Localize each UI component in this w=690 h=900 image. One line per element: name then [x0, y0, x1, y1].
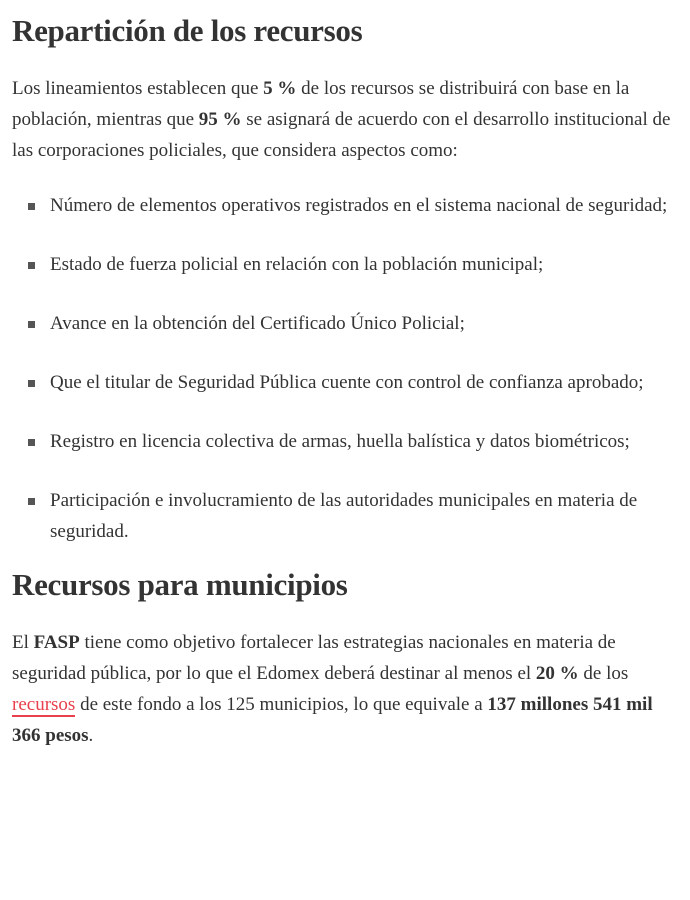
list-item-text: Avance en la obtención del Certificado Único Policial;	[50, 313, 465, 334]
square-bullet-icon	[28, 321, 35, 328]
bold-percent-95: 95 %	[198, 109, 242, 130]
square-bullet-icon	[28, 262, 35, 269]
text: de los	[578, 663, 629, 684]
recursos-link[interactable]: recursos	[12, 694, 76, 715]
list-item	[50, 308, 678, 339]
bold-amount: 137 millones 541 mil 366 pesos	[12, 694, 653, 746]
text: Los lineamientos establecen que	[12, 78, 264, 99]
section-heading-recursos-municipios: Recursos para municipios	[12, 567, 348, 602]
list-item	[50, 426, 678, 457]
text: de este fondo a los 125 municipios, lo que equivale a	[75, 694, 488, 715]
square-bullet-icon	[28, 498, 35, 505]
text: de los recursos se distribuirá con base en la población, mientras que	[12, 78, 630, 130]
list-item-text: Registro en licencia colectiva de armas, huella balística y datos biométricos;	[50, 431, 630, 452]
list-item	[50, 249, 678, 280]
criteria-list	[12, 190, 678, 547]
fasp-paragraph	[12, 627, 678, 751]
section-heading-reparticion: Repartición de los recursos	[12, 13, 363, 48]
square-bullet-icon	[28, 439, 35, 446]
intro-paragraph	[12, 73, 678, 166]
list-item-text: Que el titular de Seguridad Pública cuente con control de confianza aprobado;	[50, 372, 644, 393]
list-item-text: Número de elementos operativos registrados en el sistema nacional de seguridad;	[50, 195, 668, 216]
list-item	[50, 485, 678, 547]
text: tiene como objetivo fortalecer las estrategias nacionales en materia de seguridad pública, por lo que el Edomex deberá destinar al menos el	[12, 632, 616, 684]
bold-fasp: FASP	[33, 632, 80, 653]
list-item-text: Estado de fuerza policial en relación con la población municipal;	[50, 254, 544, 275]
bold-percent-20: 20 %	[535, 663, 579, 684]
square-bullet-icon	[28, 203, 35, 210]
text: El	[12, 632, 34, 653]
list-item	[50, 190, 678, 221]
square-bullet-icon	[28, 380, 35, 387]
text: se asignará de acuerdo con el desarrollo institucional de las corporaciones policiales, que considera aspectos como:	[12, 109, 671, 161]
text: .	[88, 725, 94, 746]
bold-percent-5: 5 %	[263, 78, 297, 99]
list-item	[50, 367, 678, 398]
list-item-text: Participación e involucramiento de las autoridades municipales en materia de seguridad.	[50, 490, 638, 542]
